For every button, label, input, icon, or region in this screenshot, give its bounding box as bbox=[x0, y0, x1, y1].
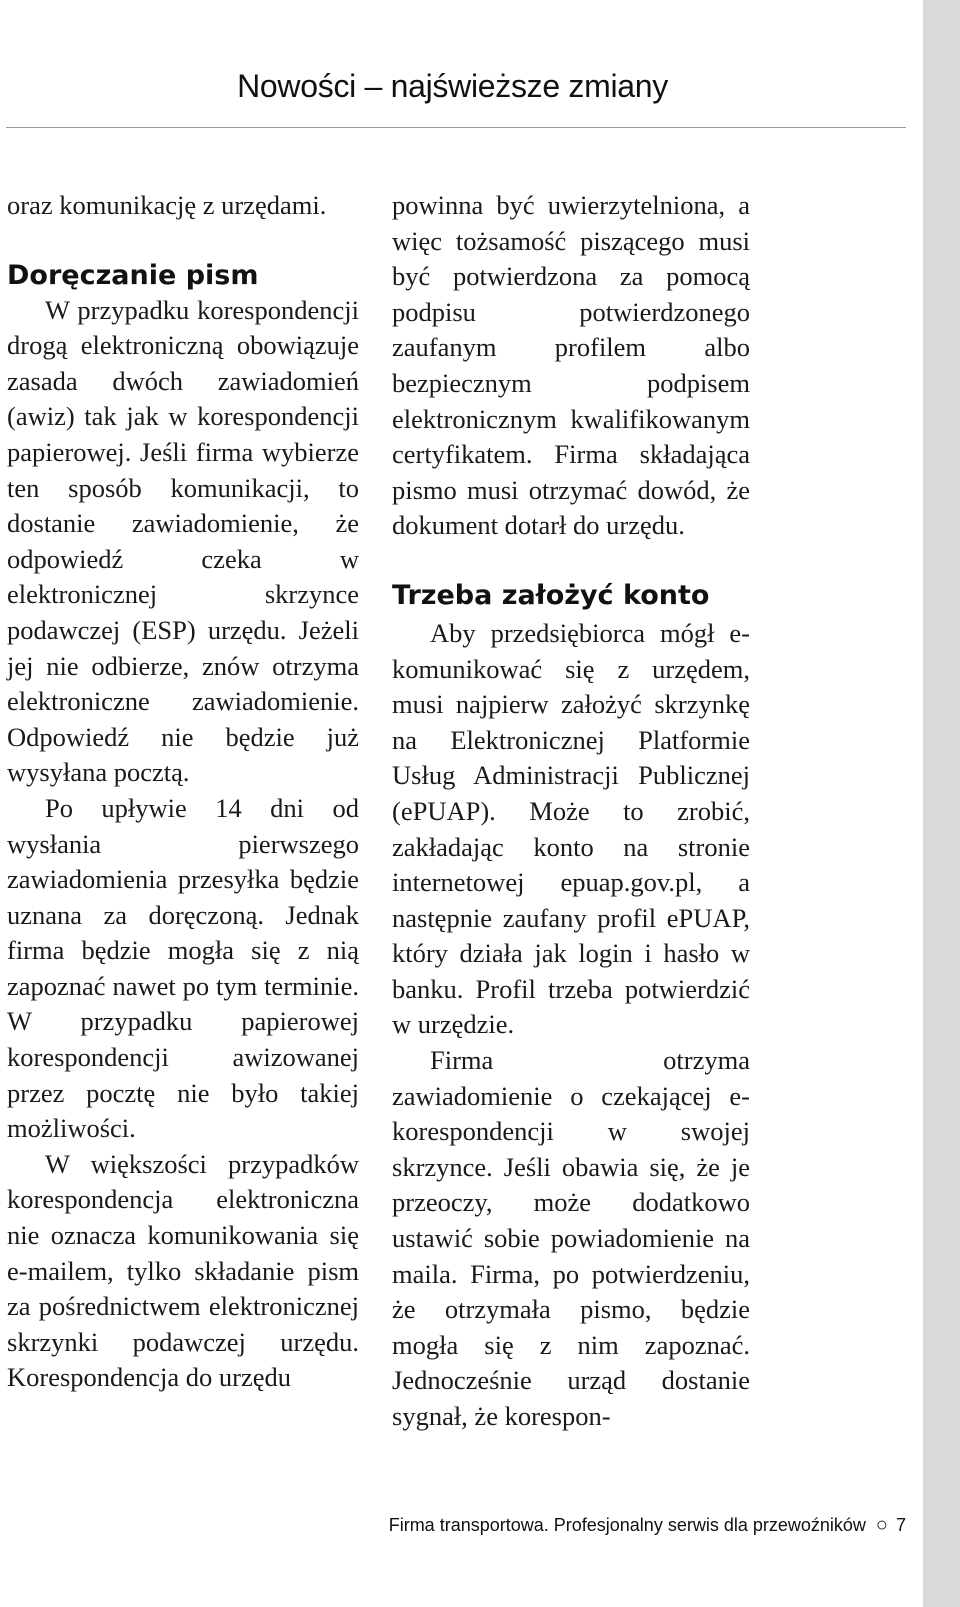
page-number: 7 bbox=[895, 1515, 906, 1535]
left-paragraph: W większości przypadków korespondencja elektroniczna nie oznacza komunikowania się e-mailem, tylko składanie pism za pośrednictwem elektronicznej skrzynki podawczej urzędu. Korespondencja do urzędu bbox=[7, 1148, 359, 1393]
left-intro-text: oraz komunikację z urzędami. bbox=[7, 190, 327, 220]
right-column bbox=[392, 188, 750, 1435]
footer-circle-icon: ○ bbox=[875, 1514, 888, 1536]
footer-publication: Firma transportowa. Profesjonalny serwis dla przewoźników bbox=[388, 1515, 866, 1535]
right-intro-text: powinna być uwierzytelniona, a więc tożsamość piszącego musi być potwierdzona za pomocą podpisu potwierdzonego zaufanym profilem albo bezpiecznym podpisem elektronicznym kwalifikowanym certyfikatem. Firma składająca pismo musi otrzymać dowód, że dokument dotarł do urzędu. bbox=[392, 190, 750, 541]
header-divider bbox=[6, 127, 906, 128]
left-paragraph: Po upływie 14 dni od wysłania pierwszego zawiadomienia przesyłka będzie uznana za doręczoną. Jednak firma będzie mogła się z nią zapoznać nawet po tym terminie. W przypadku papierowej korespondencji awizowanej przez pocztę nie było takiej możliwości. bbox=[7, 792, 359, 1144]
page-footer bbox=[389, 1514, 906, 1537]
right-paragraph: Aby przedsiębiorca mógł e-komunikować się z urzędem, musi najpierw założyć skrzynkę na Elektronicznej Platformie Usług Administracji Publicznej (ePUAP). Może to zrobić, zakładając konto na stronie internetowej epuap.gov.pl, a następnie zaufany profil ePUAP, który działa jak login i hasło w banku. Profil trzeba potwierdzić w urzędzie. bbox=[392, 617, 750, 1040]
left-column bbox=[7, 188, 359, 1396]
section-heading-konto: Trzeba założyć konto bbox=[392, 579, 710, 611]
page-header bbox=[0, 68, 906, 105]
left-paragraph: W przypadku korespondencji drogą elektroniczną obowiązuje zasada dwóch zawiadomień (awiz) tak jak w korespondencji papierowej. Jeśli firma wybierze ten sposób komunikacji, to dostanie zawiadomienie, że odpowiedź czeka w elektronicznej skrzynce podawczej (ESP) urzędu. Jeżeli jej nie odbierze, znów otrzyma elektroniczne zawiadomienie. Odpowiedź nie będzie już wysyłana pocztą. bbox=[7, 294, 359, 788]
section-heading-doreczanie: Doręczanie pism bbox=[7, 259, 259, 291]
side-margin-strip bbox=[923, 0, 960, 1607]
right-paragraph: Firma otrzyma zawiadomienie o czekającej e-korespondencji w swojej skrzynce. Jeśli obawia się, że je przeoczy, może dodatkowo ustawić sobie powiadomienie na maila. Firma, po potwierdzeniu, że otrzymała pismo, będzie mogła się z nim zapoznać. Jednocześnie urząd dostanie sygnał, że korespon- bbox=[392, 1045, 750, 1431]
header-title: Nowości – najświeższe zmiany bbox=[237, 68, 668, 104]
